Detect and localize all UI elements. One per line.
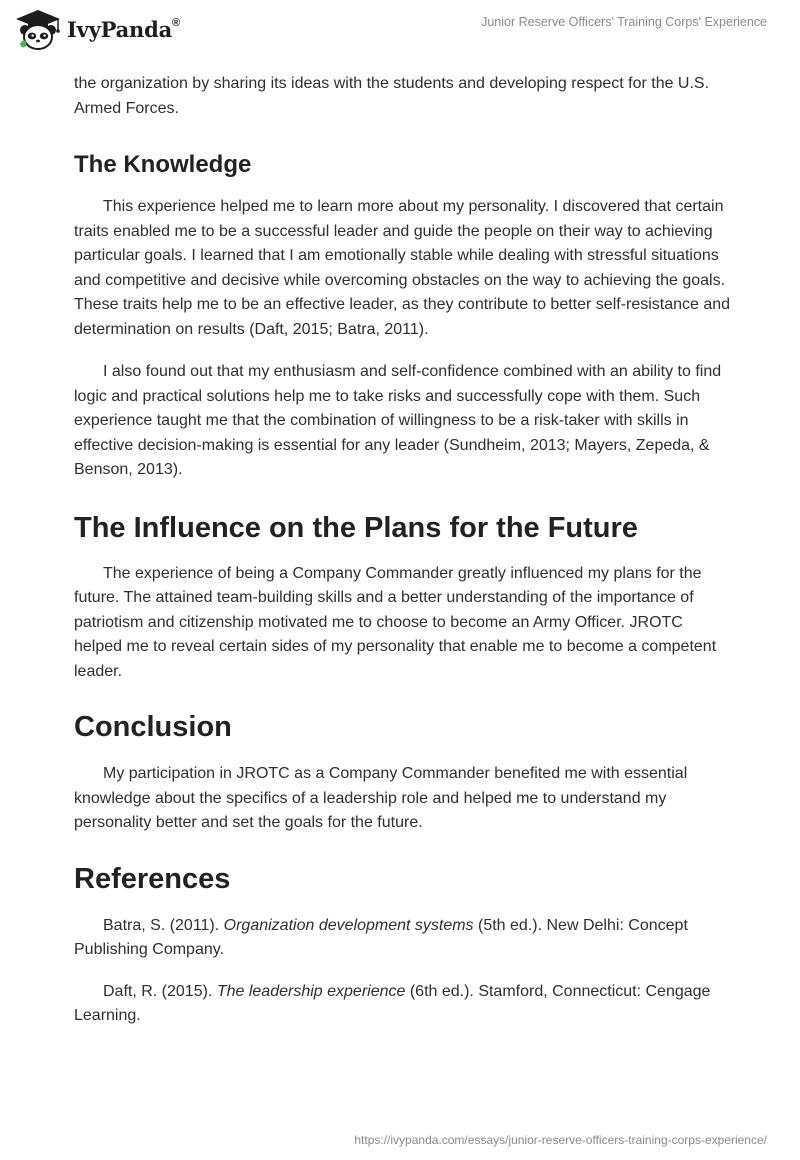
running-title: Junior Reserve Officers' Training Corps' Experience (481, 15, 767, 29)
reference-title: The leadership experience (216, 982, 406, 1000)
heading-influence: The Influence on the Plans for the Future (74, 511, 638, 544)
reference-item: Batra, S. (2011). Organization development systems (5th ed.). New Delhi: Concept Publishing Company. (74, 916, 688, 958)
influence-paragraph-1: The experience of being a Company Commander greatly influenced my plans for the future. The attained team-building skills and a better understanding of the importance of patriotism and citizenship motivated me to choose to become an Army Officer. JROTC helped me to reveal certain sides of my personality that enable me to become a competent leader. (74, 564, 717, 680)
heading-references: References (74, 862, 231, 895)
logo-wordmark: IvyPanda® (67, 16, 180, 42)
conclusion-paragraph-1: My participation in JROTC as a Company Commander benefited me with essential knowledge about the specifics of a leadership role and helped me to understand my personality better and set the goals for the future. (74, 765, 688, 831)
ivypanda-logo[interactable] (14, 8, 180, 50)
heading-conclusion: Conclusion (74, 711, 232, 743)
intro-paragraph: the organization by sharing its ideas with the students and developing respect for the U.S. Armed Forces. (74, 75, 710, 117)
reference-title: Organization development systems (223, 916, 474, 934)
knowledge-paragraph-2: I also found out that my enthusiasm and self-confidence combined with an ability to find logic and practical solutions help me to take risks and successfully cope with them. Such experience taught me that the combination of willingness to be a risk-taker with skills in effective decision-making is essential for any leader (Sundheim, 2013; Mayers, Zepeda, & Benson, 2013). (74, 363, 722, 478)
page-header (0, 0, 800, 64)
heading-knowledge: The Knowledge (74, 151, 252, 178)
panda-graduation-cap-icon (14, 8, 62, 50)
source-url[interactable]: https://ivypanda.com/essays/junior-reserve-officers-training-corps-experience/ (354, 1133, 767, 1147)
reference-item: Daft, R. (2015). The leadership experience (6th ed.). Stamford, Connecticut: Cengage Learning. (74, 982, 711, 1024)
essay-content (74, 72, 734, 1029)
knowledge-paragraph-1: This experience helped me to learn more about my personality. I discovered that certain traits enabled me to be a successful leader and guide the people on their way to achieving particular goals. I learned that I am emotionally stable while dealing with stressful situations and competitive and decisive while overcoming obstacles on the way to achieving the goals. These traits help me to be an effective leader, as they contribute to better self-resistance and determination on results (Daft, 2015; Batra, 2011). (74, 198, 731, 338)
